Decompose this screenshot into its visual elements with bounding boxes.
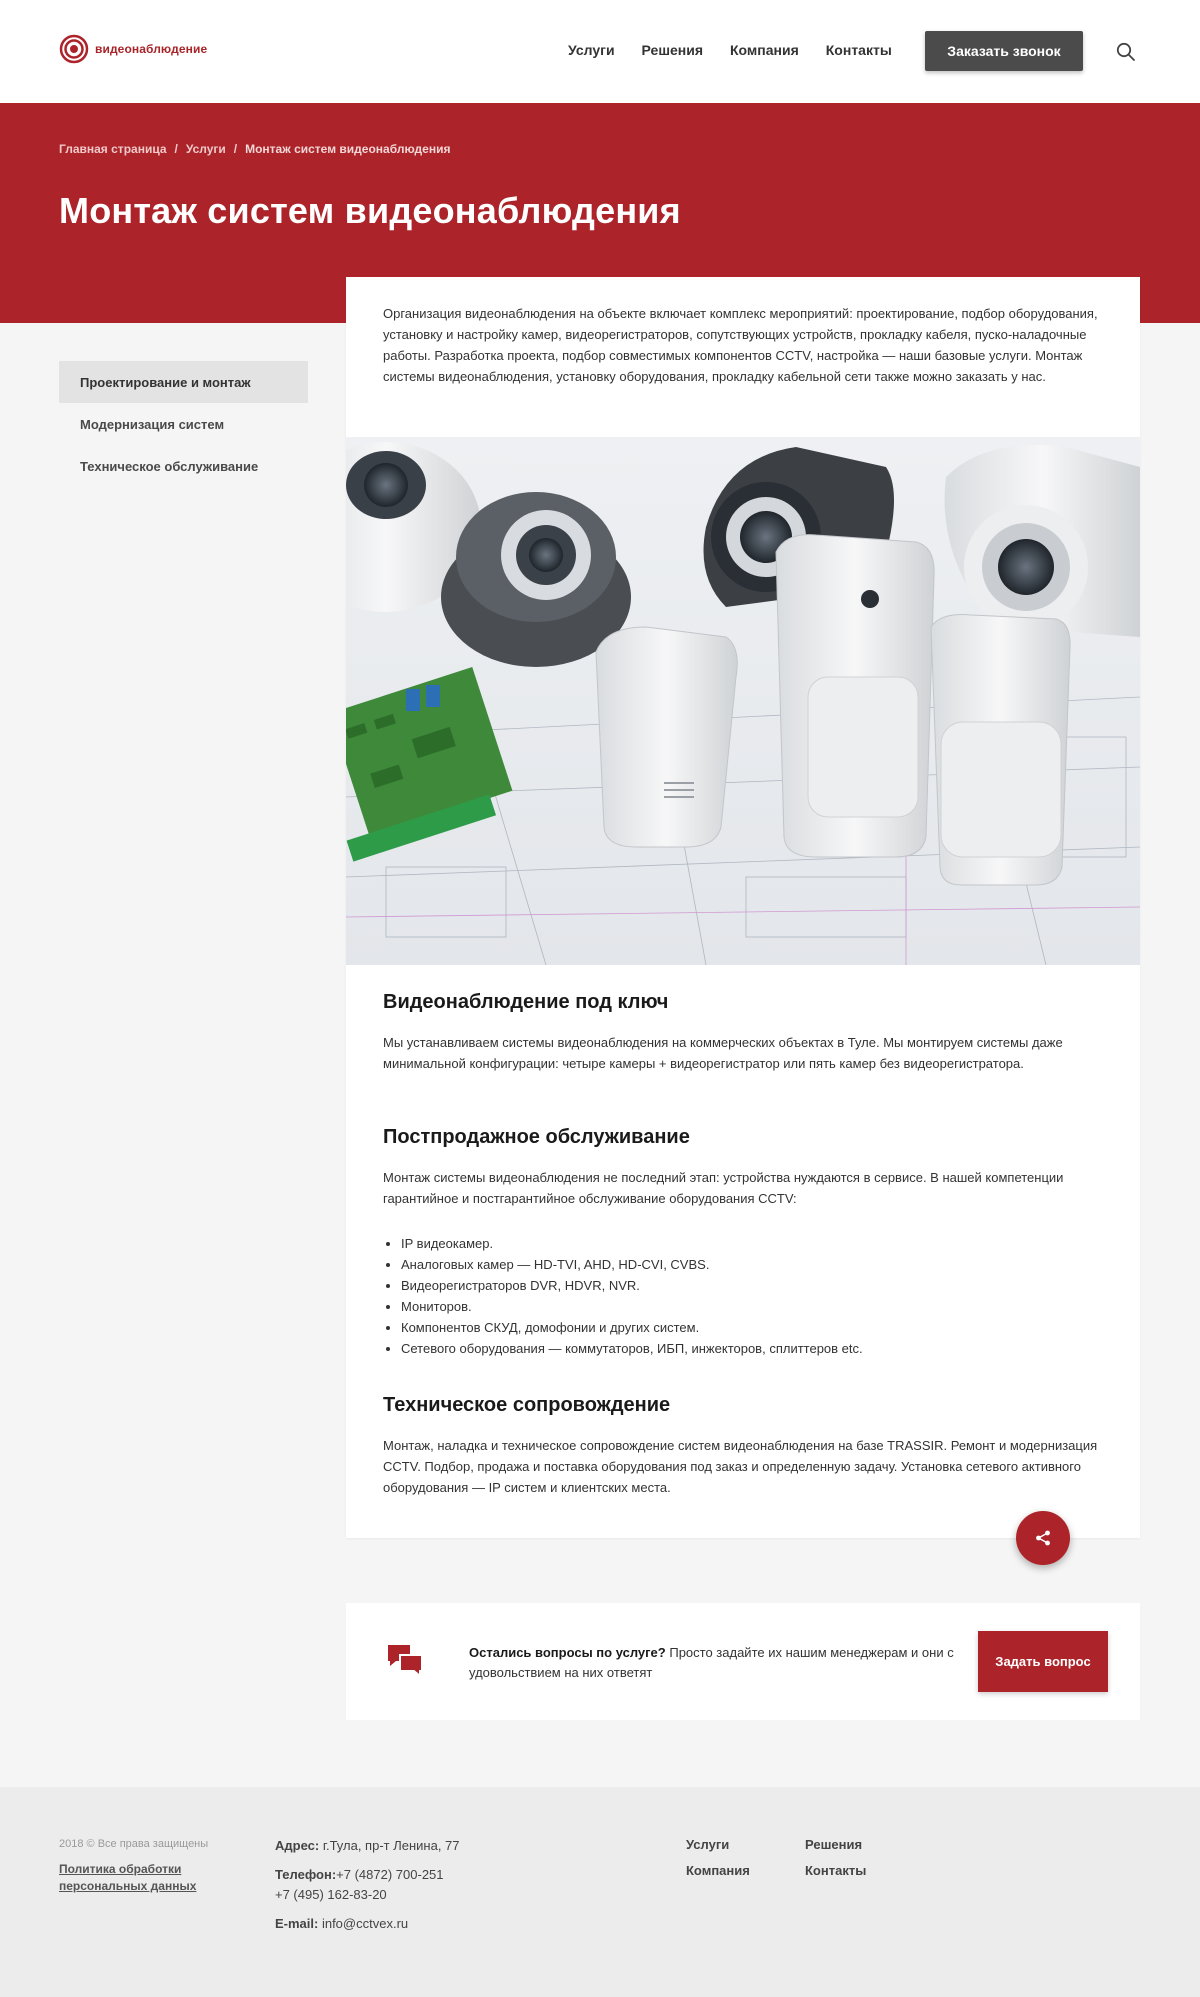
sidebar-item-maintenance[interactable]: Техническое обслуживание <box>80 458 259 474</box>
main-nav <box>568 42 892 58</box>
privacy-policy-link[interactable]: Политика обработки персональных данных <box>59 1862 197 1893</box>
section-text: Мы устанавливаем системы видеонаблюдения на коммерческих объектах в Туле. Мы монтируем системы даже минимальной конфигурации: четыре камеры + видеорегистратор или пять камер без видеорегистратора. <box>383 1035 1063 1071</box>
chat-bubbles-icon <box>386 1643 424 1679</box>
breadcrumb-separator: / <box>233 142 238 156</box>
footer-nav-contacts[interactable]: Контакты <box>805 1863 867 1878</box>
share-icon <box>1034 1529 1052 1547</box>
list-item: • Мониторов. <box>401 1296 1113 1317</box>
address-value: г.Тула, пр-т Ленина, 77 <box>319 1838 460 1853</box>
nav-item-services[interactable]: Услуги <box>568 42 615 58</box>
section-title: Постпродажное обслуживание <box>383 1126 690 1148</box>
cctv-equipment-photo <box>346 437 1140 965</box>
address-row <box>275 1836 460 1856</box>
content-card <box>346 277 1140 1538</box>
intro-text: Организация видеонаблюдения на объекте включает комплекс мероприятий: проектирование, подбор оборудования, установку и настройку камер, видеорегистраторов, сопутствующих устройств, прокладку кабеля, пуско-наладочные работы. Разработка проекта, подбор совместимых компонентов CCTV, настройка — наши базовые услуги. Монтаж системы видеонаблюдения, установку оборудования, прокладку кабельной сети также можно заказать у нас. <box>383 306 1098 384</box>
list-item: • Сетевого оборудования — коммутаторов, ИБП, инжекторов, сплиттеров etc. <box>401 1338 1113 1359</box>
logo-target-icon <box>59 34 89 64</box>
sidebar-item-modernization[interactable]: Модернизация систем <box>80 416 225 432</box>
footer-nav-company[interactable]: Компания <box>686 1863 750 1878</box>
list-item: • Аналоговых камер — HD-TVI, AHD, HD-CVI, CVBS. <box>401 1254 1113 1275</box>
phone-value-2[interactable]: +7 (495) 162-83-20 <box>275 1887 387 1902</box>
logo-text: видеонаблюдение <box>95 42 208 56</box>
question-text <box>469 1643 959 1683</box>
sidebar <box>59 361 308 487</box>
question-bold: Остались вопросы по услуге? <box>469 1645 666 1660</box>
section-turnkey <box>383 991 1113 1074</box>
service-list <box>383 1233 1113 1359</box>
breadcrumb-separator: / <box>174 142 178 156</box>
email-row <box>275 1914 460 1934</box>
section-title: Техническое сопровождение <box>383 1394 671 1416</box>
header <box>0 0 1200 103</box>
email-label: E-mail: <box>275 1916 319 1931</box>
list-item: • Компонентов СКУД, домофонии и других систем. <box>401 1317 1113 1338</box>
email-value[interactable]: info@cctvex.ru <box>318 1916 409 1931</box>
section-title: Видеонаблюдение под ключ <box>383 991 669 1013</box>
section-aftersales <box>383 1126 1113 1359</box>
logo[interactable] <box>59 34 207 64</box>
breadcrumb-home[interactable]: Главная страница <box>59 142 167 156</box>
section-text: Монтаж системы видеонаблюдения не последний этап: устройства нуждаются в сервисе. В нашей компетенции гарантийное и постгарантийное обслуживание оборудования CCTV: <box>383 1170 1064 1206</box>
section-support <box>383 1394 1113 1498</box>
phone-value-1[interactable]: +7 (4872) 700-251 <box>336 1867 444 1882</box>
footer-nav-services[interactable]: Услуги <box>686 1837 730 1852</box>
nav-item-solutions[interactable]: Решения <box>641 42 704 58</box>
nav-item-company[interactable]: Компания <box>730 42 799 58</box>
breadcrumb-services[interactable]: Услуги <box>185 142 226 156</box>
section-text: Монтаж, наладка и техническое сопровождение систем видеонаблюдения на базе TRASSIR. Ремонт и модернизация CCTV. Подбор, продажа и поставка оборудования под заказ и определенную задачу. Установка сетевого активного оборудования — IP систем и клиентских места. <box>383 1438 1098 1495</box>
phone-label: Телефон: <box>275 1867 337 1882</box>
breadcrumb-current: Монтаж систем видеонаблюдения <box>245 142 451 156</box>
footer-nav-solutions[interactable]: Решения <box>805 1837 863 1852</box>
question-box <box>346 1603 1140 1720</box>
search-icon[interactable] <box>1116 42 1136 62</box>
footer-contacts <box>275 1836 460 1934</box>
cctv-equipment-illustration <box>346 437 1140 965</box>
page-title: Монтаж систем видеонаблюдения <box>59 190 681 231</box>
sidebar-item-design-install[interactable]: Проектирование и монтаж <box>59 361 308 403</box>
list-item: • Видеорегистраторов DVR, HDVR, NVR. <box>401 1275 1113 1296</box>
order-call-button[interactable]: Заказать звонок <box>925 31 1083 71</box>
nav-item-contacts[interactable]: Контакты <box>825 42 892 58</box>
question-body: Просто задайте их нашим менеджерам и они с удовольствием на них ответят <box>469 1645 954 1680</box>
share-button[interactable] <box>1016 1511 1070 1565</box>
footer-nav <box>686 1837 905 1878</box>
address-label: Адрес: <box>275 1838 320 1853</box>
footer <box>0 1787 1200 1997</box>
ask-question-button[interactable]: Задать вопрос <box>978 1631 1108 1692</box>
list-item: • IP видеокамер. <box>401 1233 1113 1254</box>
copyright: 2018 © Все права защищены <box>59 1838 209 1850</box>
breadcrumb <box>59 142 450 156</box>
phone-row <box>275 1865 460 1885</box>
